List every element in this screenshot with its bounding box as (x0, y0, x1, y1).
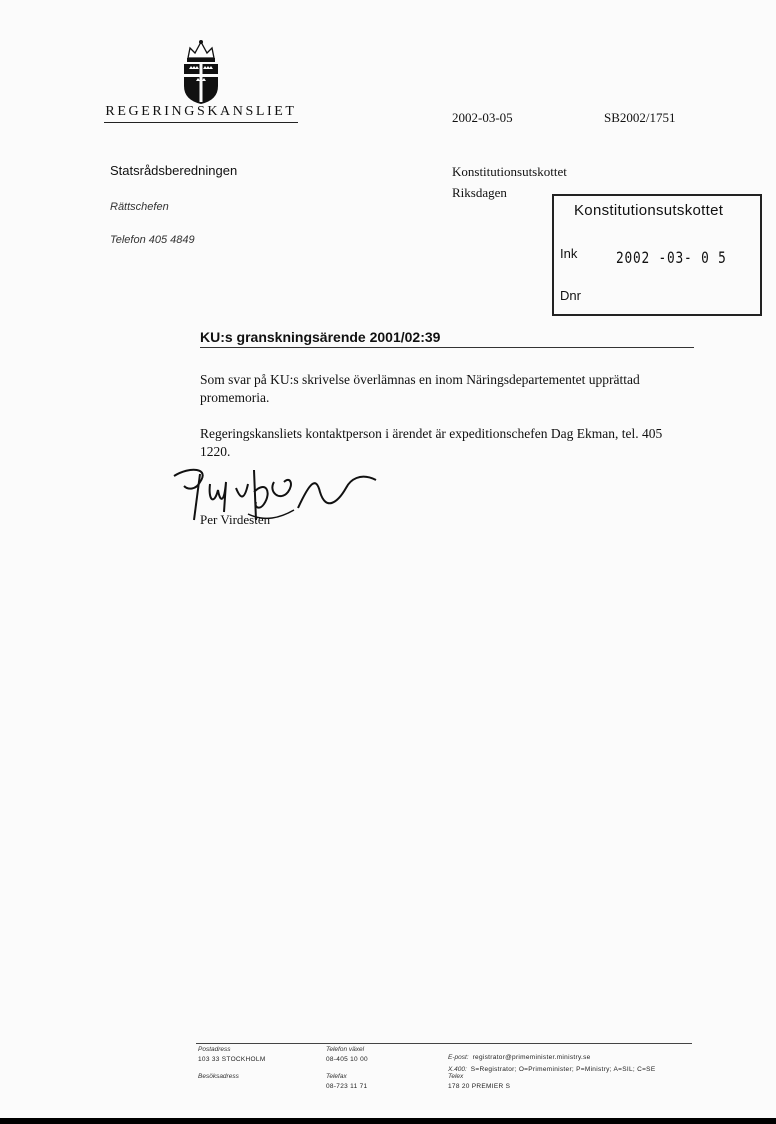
footer-telefon-value: 08-405 10 00 (326, 1056, 368, 1063)
received-stamp (552, 194, 762, 316)
body-paragraph-2: Regeringskansliets kontaktperson i ärendet är expeditionschefen Dag Ekman, tel. 405 1220. (200, 426, 663, 459)
footer-telefon-label: Telefon växel (326, 1046, 365, 1053)
stamp-title: Konstitutionsutskottet (574, 202, 724, 219)
body-paragraph-1: Som svar på KU:s skrivelse överlämnas en inom Näringsdepartementet upprättad promemoria. (200, 372, 640, 405)
organization-name: REGERINGSKANSLIET (105, 104, 297, 119)
footer-telex-value: 178 20 PREMIER S (448, 1083, 511, 1090)
footer-divider (196, 1043, 692, 1044)
recipient-line-2: Riksdagen (452, 185, 507, 200)
footer-email-value: registrator@primeminister.ministry.se (472, 1054, 591, 1061)
letter-date: 2002-03-05 (452, 110, 513, 125)
government-crest-icon (176, 38, 226, 106)
reference-number: SB2002/1751 (604, 110, 676, 125)
footer-telefax-value: 08-723 11 71 (326, 1083, 368, 1090)
recipient-line-1: Konstitutionsutskottet (452, 164, 567, 179)
footer-besoksadress-label: Besöksadress (198, 1073, 239, 1080)
footer-x400 (448, 1058, 655, 1076)
footer-email-label: E-post: (448, 1054, 469, 1061)
stamp-dnr-label: Dnr (560, 288, 581, 303)
footer-x400-label: X.400: (448, 1066, 467, 1073)
footer-postadress-value: 103 33 STOCKHOLM (198, 1056, 266, 1063)
subject-heading: KU:s granskningsärende 2001/02:39 (200, 329, 441, 345)
stamp-ink-date: 2002 -03- 0 5 (616, 248, 727, 267)
footer-telex-label: Telex (448, 1073, 464, 1080)
sender-phone: Telefon 405 4849 (110, 234, 195, 246)
sender-role: Rättschefen (110, 201, 169, 213)
footer-x400-value: S=Registrator; O=Primeminister; P=Ministry; A=SIL; C=SE (470, 1066, 656, 1073)
footer-postadress-label: Postadress (198, 1046, 231, 1053)
stamp-ink-label: Ink (560, 246, 578, 261)
logo-divider (104, 122, 298, 123)
scan-bottom-edge (0, 1118, 776, 1124)
signatory-name: Per Virdesten (200, 512, 271, 527)
subject-divider (200, 347, 694, 348)
footer-telefax-label: Telefax (326, 1073, 347, 1080)
department-name: Statsrådsberedningen (110, 163, 238, 178)
